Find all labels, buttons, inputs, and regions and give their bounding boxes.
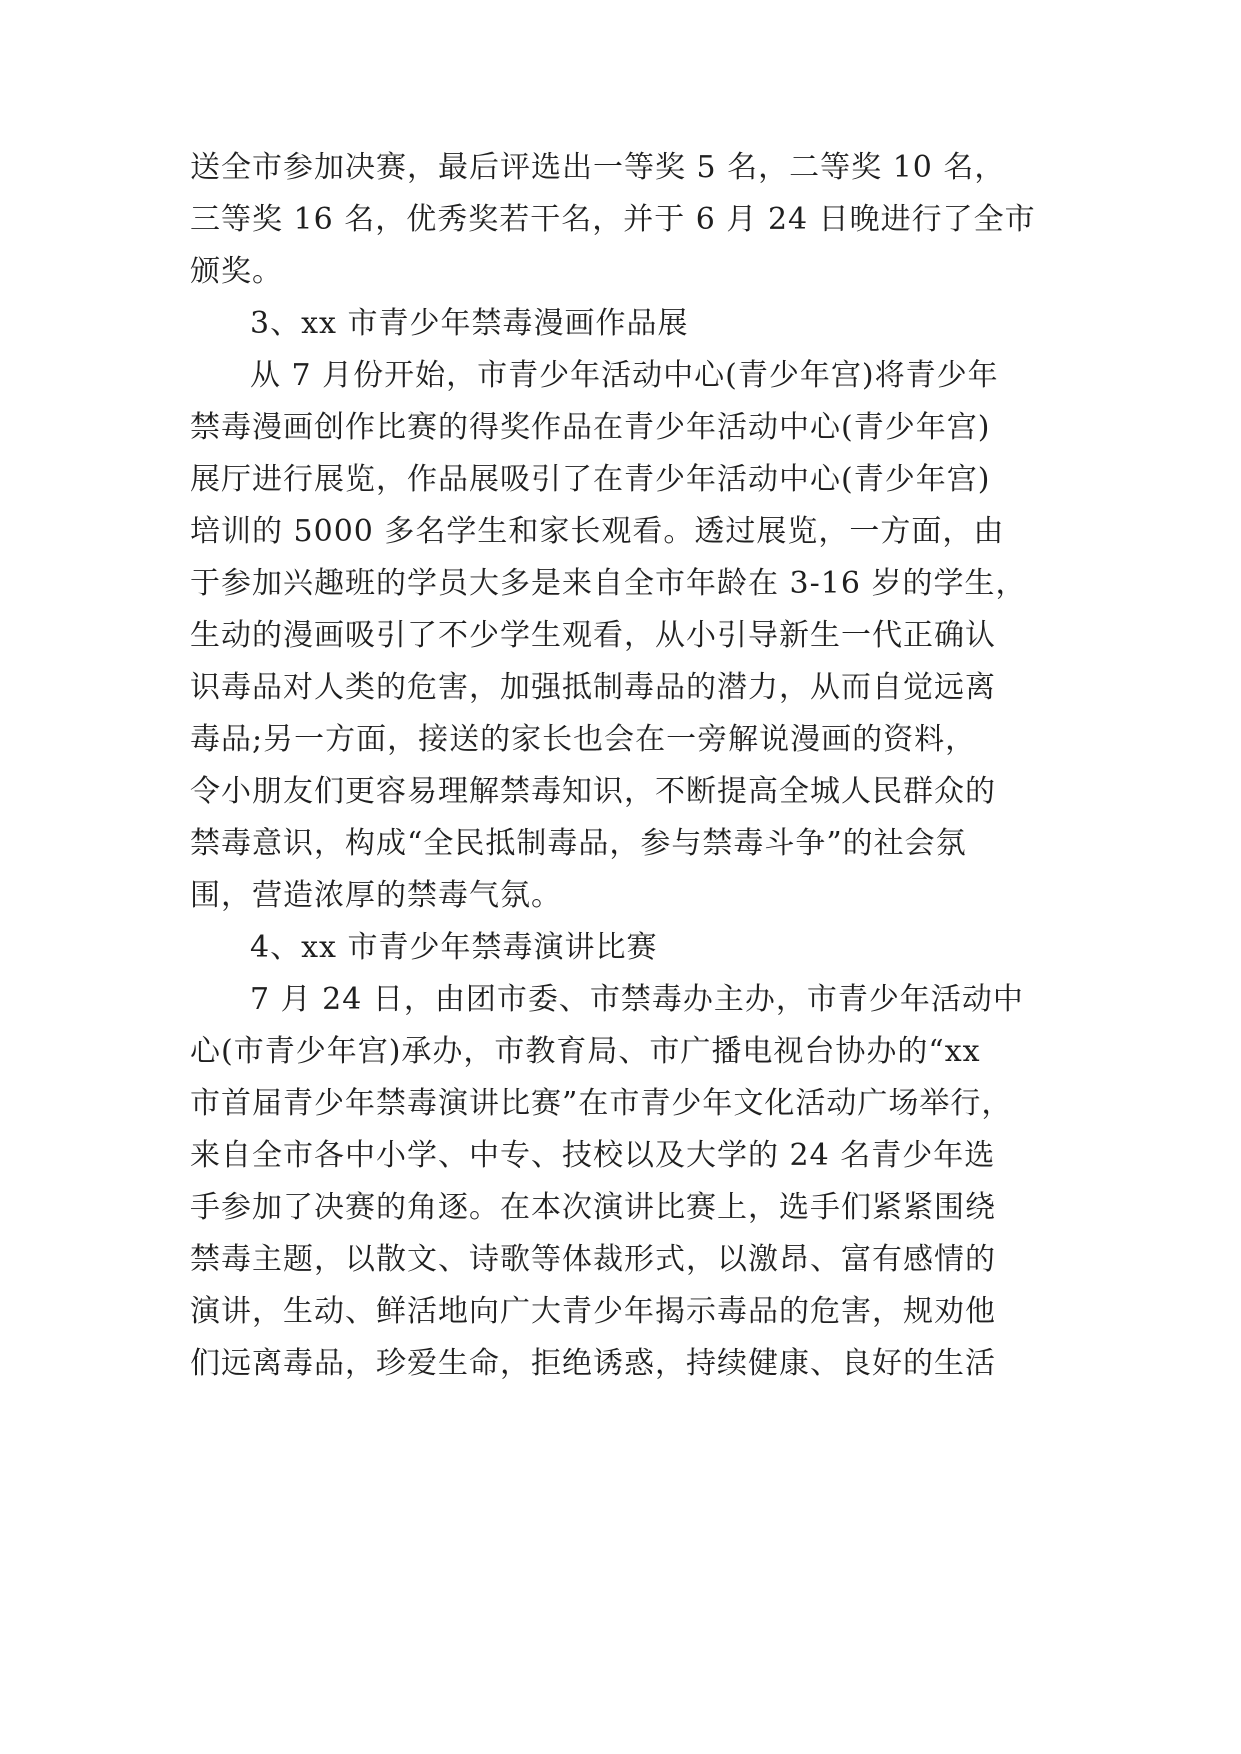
paragraph-line: 颁奖。 — [190, 254, 283, 289]
paragraph-line: 令小朋友们更容易理解禁毒知识，不断提高全城人民群众的 — [190, 774, 996, 809]
paragraph-line: 来自全市各中小学、中专、技校以及大学的 24 名青少年选 — [190, 1138, 996, 1173]
paragraph-line: 送全市参加决赛，最后评选出一等奖 5 名，二等奖 10 名， — [190, 150, 1006, 185]
paragraph-line: 心(市青少年宫)承办，市教育局、市广播电视台协办的“xx — [190, 1034, 981, 1069]
paragraph-line: 生动的漫画吸引了不少学生观看，从小引导新生一代正确认 — [190, 618, 996, 653]
paragraph-line: 禁毒漫画创作比赛的得奖作品在青少年活动中心(青少年宫) — [190, 410, 991, 445]
section-heading: 3、xx 市青少年禁毒漫画作品展 — [250, 306, 689, 341]
paragraph-line: 演讲，生动、鲜活地向广大青少年揭示毒品的危害，规劝他 — [190, 1294, 996, 1329]
paragraph-line: 三等奖 16 名，优秀奖若干名，并于 6 月 24 日晚进行了全市 — [190, 202, 1036, 237]
paragraph-line: 们远离毒品，珍爱生命，拒绝诱惑，持续健康、良好的生活 — [190, 1346, 996, 1381]
paragraph-line: 从 7 月份开始，市青少年活动中心(青少年宫)将青少年 — [250, 358, 999, 393]
paragraph-line: 识毒品对人类的危害，加强抵制毒品的潜力，从而自觉远离 — [190, 670, 996, 705]
paragraph-line: 7 月 24 日，由团市委、市禁毒办主办，市青少年活动中 — [250, 982, 1024, 1017]
paragraph-line: 展厅进行展览，作品展吸引了在青少年活动中心(青少年宫) — [190, 462, 991, 497]
paragraph-line: 毒品;另一方面，接送的家长也会在一旁解说漫画的资料， — [190, 722, 977, 757]
paragraph-line: 禁毒意识，构成“全民抵制毒品，参与禁毒斗争”的社会氛 — [190, 826, 967, 861]
paragraph-line: 于参加兴趣班的学员大多是来自全市年龄在 3-16 岁的学生， — [190, 566, 1027, 601]
paragraph-line: 手参加了决赛的角逐。在本次演讲比赛上，选手们紧紧围绕 — [190, 1190, 996, 1225]
paragraph-line: 禁毒主题，以散文、诗歌等体裁形式，以激昂、富有感情的 — [190, 1242, 996, 1277]
paragraph-line: 培训的 5000 多名学生和家长观看。透过展览，一方面，由 — [190, 514, 1005, 549]
paragraph-line: 围，营造浓厚的禁毒气氛。 — [190, 878, 562, 913]
paragraph-line: 市首届青少年禁毒演讲比赛”在市青少年文化活动广场举行， — [190, 1086, 1013, 1121]
section-heading: 4、xx 市青少年禁毒演讲比赛 — [250, 930, 658, 965]
